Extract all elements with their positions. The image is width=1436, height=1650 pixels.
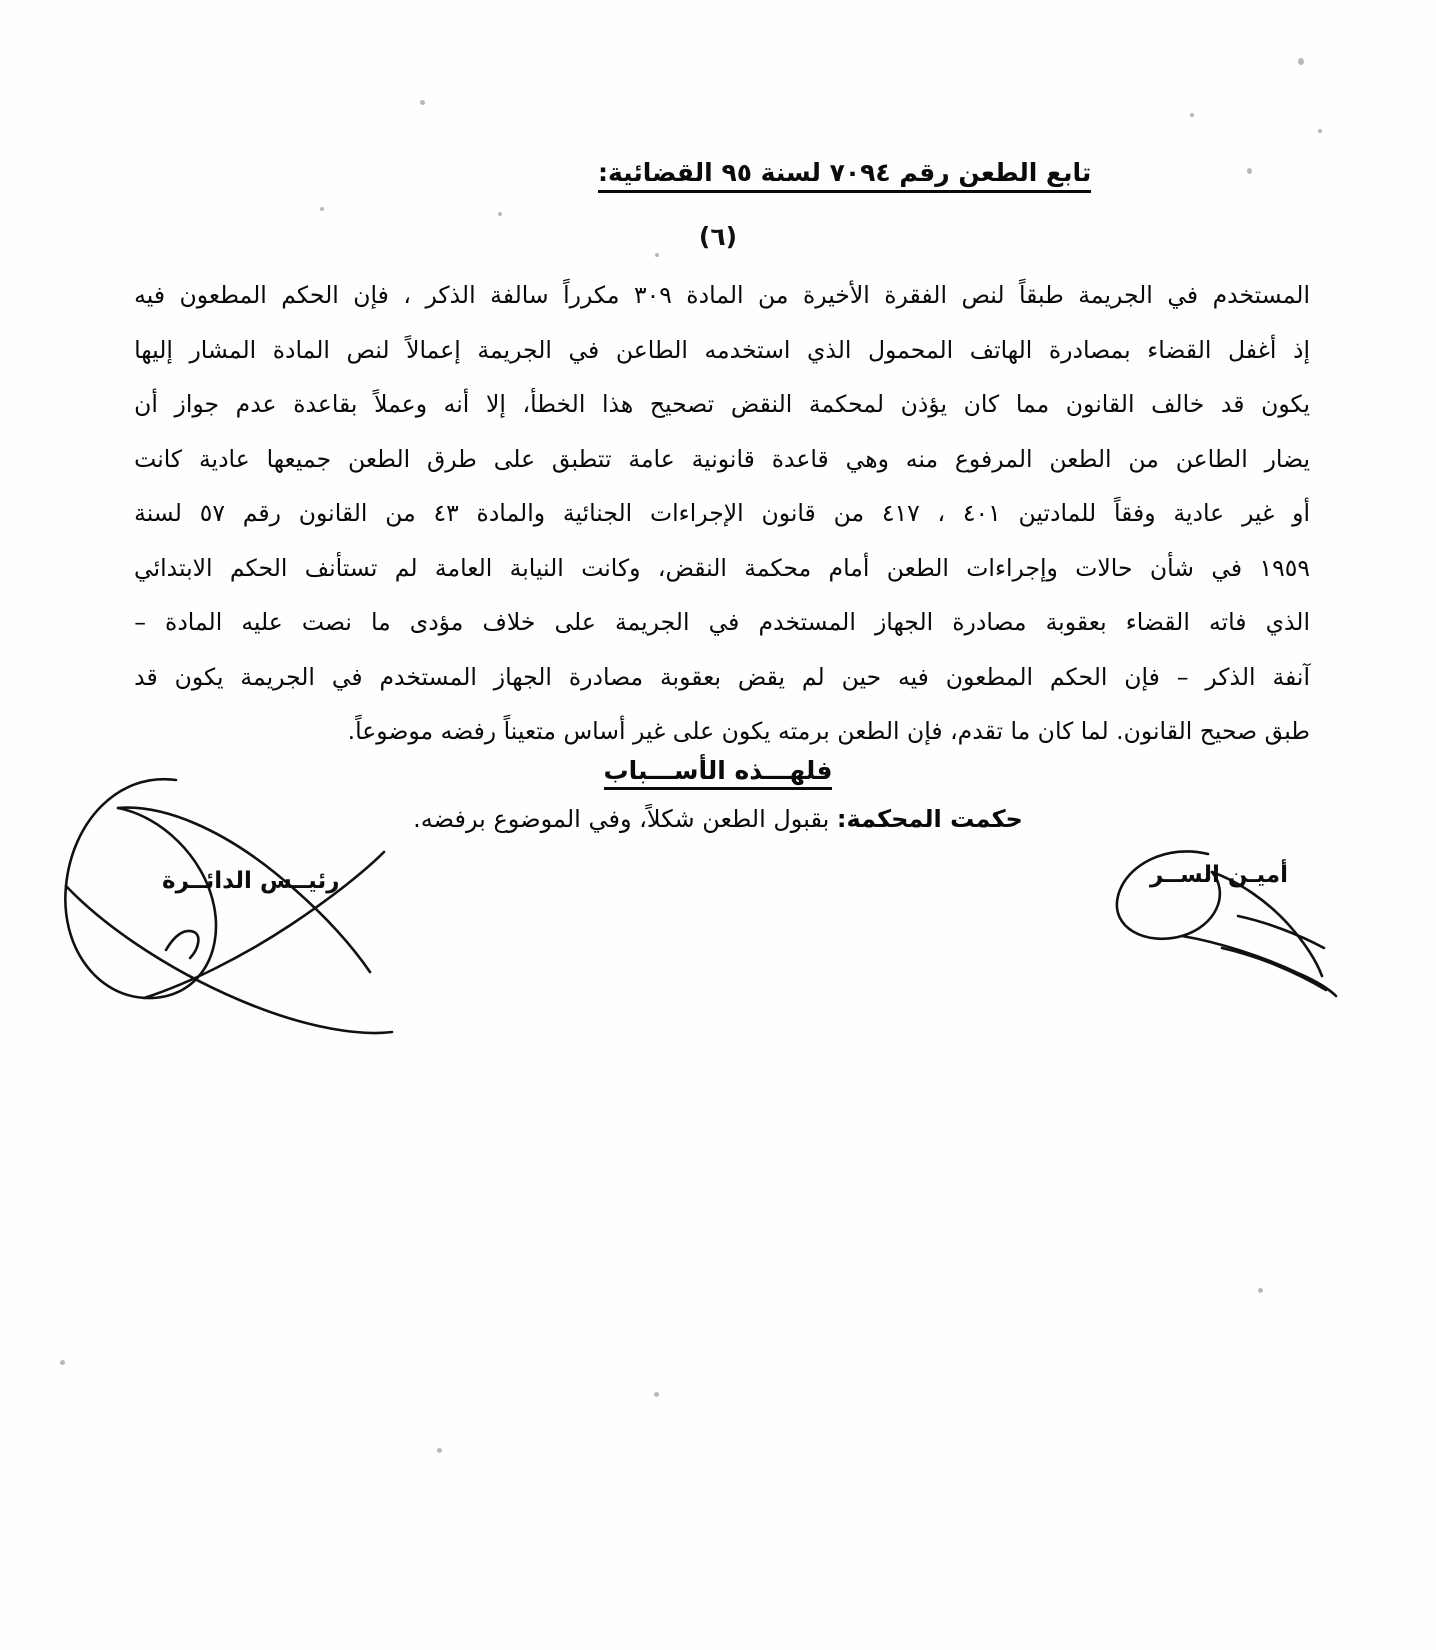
conclusion-heading-text: فلهـــذه الأســـباب: [604, 756, 833, 790]
document-header: [598, 158, 1298, 193]
ruling-label: حكمت المحكمة:: [836, 805, 1023, 833]
scan-speck: [1190, 113, 1194, 117]
body-line: الذي فاته القضاء بعقوبة مصادرة الجهاز المستخدم في الجريمة على خلاف مؤدى ما نصت عليه المادة –: [134, 608, 1310, 636]
body-line: يضار الطاعن من الطعن المرفوع منه وهي قاعدة قانونية عامة تتطبق على طرق الطعن جميعها عادية كانت: [134, 444, 1310, 473]
appeal-reference-text: تابع الطعن رقم ٧٠٩٤ لسنة ٩٥ القضائية:: [598, 158, 1091, 193]
body-line: آنفة الذكر – فإن الحكم المطعون فيه حين لم يقض بعقوبة مصادرة الجهاز المستخدم في الجريمة يكون قد: [134, 662, 1310, 691]
signature-label-court-clerk: أميـن الســر: [1149, 862, 1288, 888]
scan-speck: [654, 1392, 659, 1397]
body-line: إذ أغفل القضاء بمصادرة الهاتف المحمول الذي استخدمه الطاعن في الجريمة إعمالاً لنص المادة المشار إليها: [134, 335, 1310, 364]
scan-speck: [320, 207, 324, 211]
signature-label-chamber-president: رئيــس الدائــرة: [162, 868, 340, 894]
ruling-text: بقبول الطعن شكلاً، وفي الموضوع برفضه.: [413, 805, 830, 833]
ruling-statement: [0, 805, 1436, 833]
body-line: يكون قد خالف القانون مما كان يؤذن لمحكمة النقض تصحيح هذا الخطأ، إلا أنه وعملاً بقاعدة عدم جواز أن: [134, 390, 1310, 418]
scan-speck: [437, 1448, 442, 1453]
page-number: (٦): [698, 222, 738, 251]
scan-speck: [1258, 1288, 1263, 1293]
scan-speck: [655, 253, 659, 257]
scan-speck: [1298, 58, 1304, 65]
body-line: ١٩٥٩ في شأن حالات وإجراءات الطعن أمام محكمة النقض، وكانت النيابة العامة لم تستأنف الحكم الابتدائي: [134, 553, 1310, 582]
body-line: المستخدم في الجريمة طبقاً لنص الفقرة الأخيرة من المادة ٣٠٩ مكرراً سالفة الذكر ، فإن الحكم المطعون فيه: [134, 281, 1310, 309]
scan-speck: [420, 100, 425, 105]
body-text: [134, 268, 1310, 759]
scan-speck: [60, 1360, 65, 1365]
body-line: طبق صحيح القانون. لما كان ما تقدم، فإن الطعن برمته يكون على غير أساس متعيناً رفضه موضوعاً.: [347, 717, 1310, 745]
conclusion-heading: [0, 756, 1436, 790]
scan-speck: [498, 212, 502, 216]
signature-chamber-president: [48, 760, 408, 1050]
body-line: أو غير عادية وفقاً للمادتين ٤٠١ ، ٤١٧ من قانون الإجراءات الجنائية والمادة ٤٣ من القانون رقم ٥٧ لسنة: [134, 499, 1310, 527]
scan-speck: [1318, 129, 1322, 133]
